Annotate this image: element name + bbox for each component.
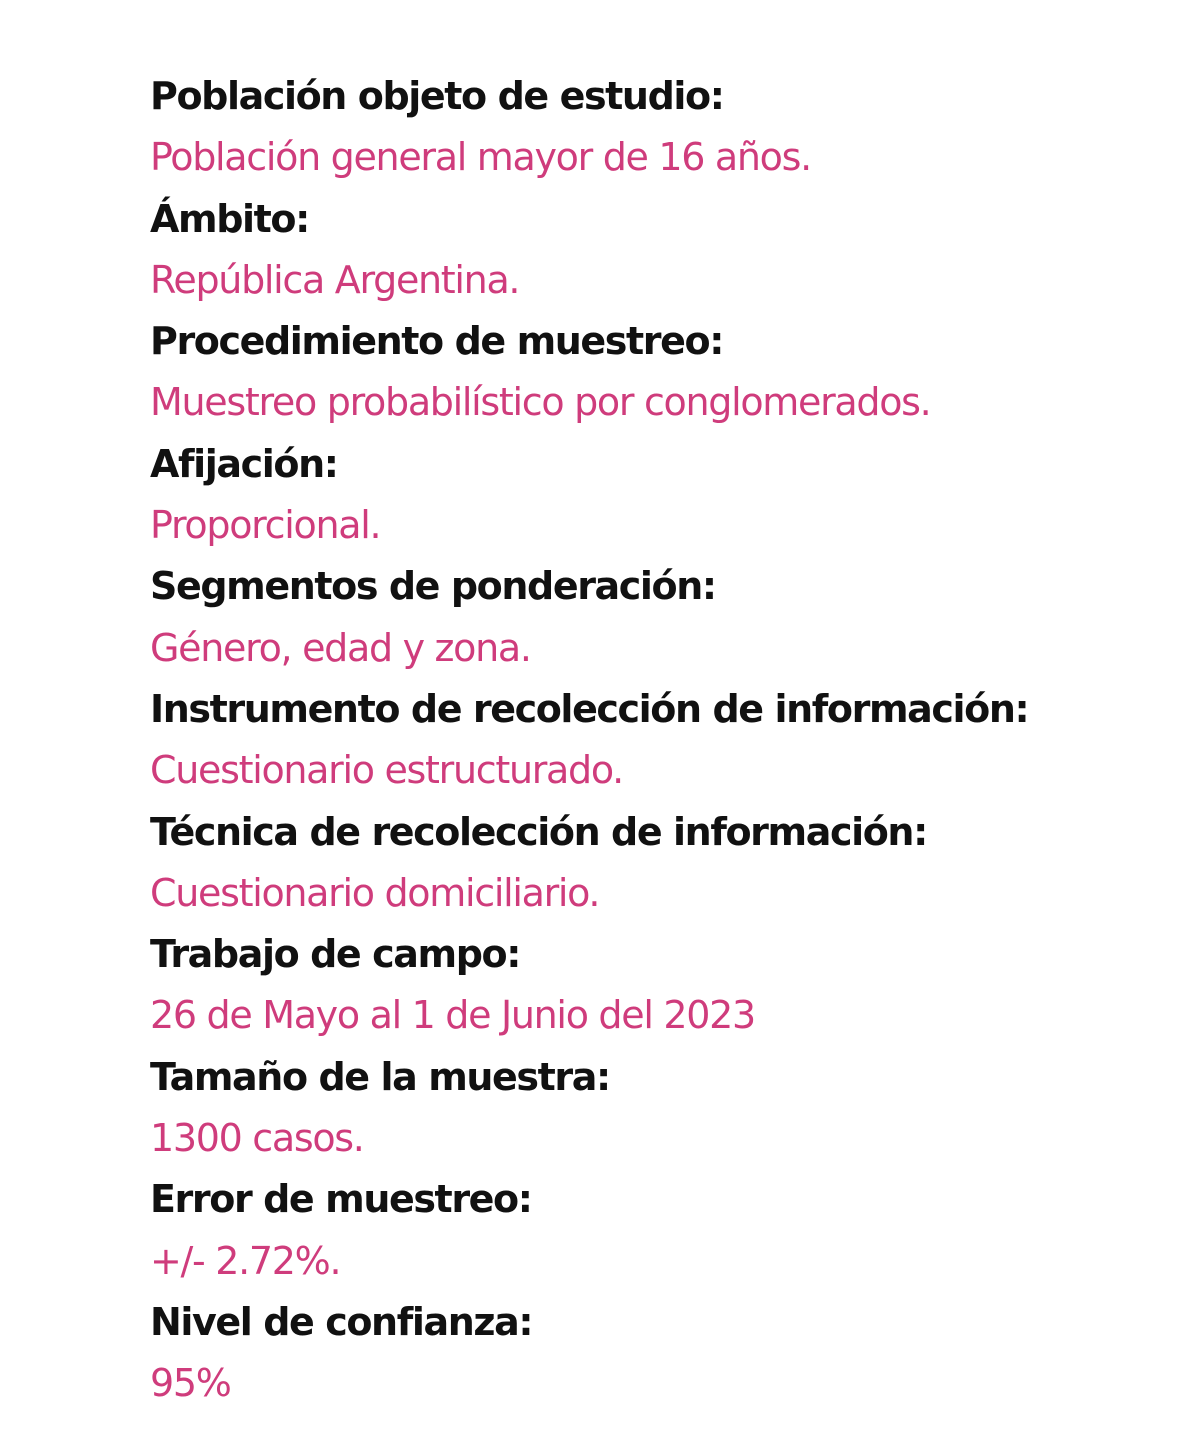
entry-tamano-muestra	[150, 1047, 1150, 1170]
entry-label: Técnica de recolección de información:	[150, 809, 927, 854]
entry-label: Nivel de confianza:	[150, 1299, 533, 1344]
entry-label: Instrumento de recolección de información:	[150, 686, 1029, 731]
entry-value: Cuestionario domiciliario.	[150, 870, 600, 915]
entry-error-muestreo	[150, 1169, 1150, 1292]
entry-value: Muestreo probabilístico por conglomerados.	[150, 380, 931, 425]
entry-label: Procedimiento de muestreo:	[150, 319, 723, 364]
entry-value: 1300 casos.	[150, 1116, 364, 1161]
entry-afijacion	[150, 434, 1150, 557]
entry-label: Ámbito:	[150, 196, 309, 241]
entry-nivel-confianza	[150, 1292, 1150, 1415]
entry-poblacion	[150, 66, 1150, 189]
entry-label: Trabajo de campo:	[150, 932, 521, 977]
entry-value: Población general mayor de 16 años.	[150, 135, 811, 180]
entry-instrumento	[150, 679, 1150, 802]
methodology-sheet	[150, 66, 1150, 1415]
entry-segmentos	[150, 556, 1150, 679]
entry-value: 95%	[150, 1361, 231, 1406]
entry-value: Género, edad y zona.	[150, 625, 531, 670]
entry-value: Cuestionario estructurado.	[150, 748, 623, 793]
entry-label: Segmentos de ponderación:	[150, 564, 716, 609]
entry-value: Proporcional.	[150, 503, 381, 548]
entry-value: 26 de Mayo al 1 de Junio del 2023	[150, 993, 755, 1038]
entry-trabajo-campo	[150, 924, 1150, 1047]
entry-label: Error de muestreo:	[150, 1177, 532, 1222]
entry-procedimiento	[150, 311, 1150, 434]
entry-value: República Argentina.	[150, 257, 520, 302]
entry-tecnica	[150, 802, 1150, 925]
entry-ambito	[150, 189, 1150, 312]
entry-label: Tamaño de la muestra:	[150, 1054, 610, 1099]
entry-label: Afijación:	[150, 441, 338, 486]
entry-value: +/- 2.72%.	[150, 1238, 341, 1283]
entry-label: Población objeto de estudio:	[150, 74, 724, 118]
